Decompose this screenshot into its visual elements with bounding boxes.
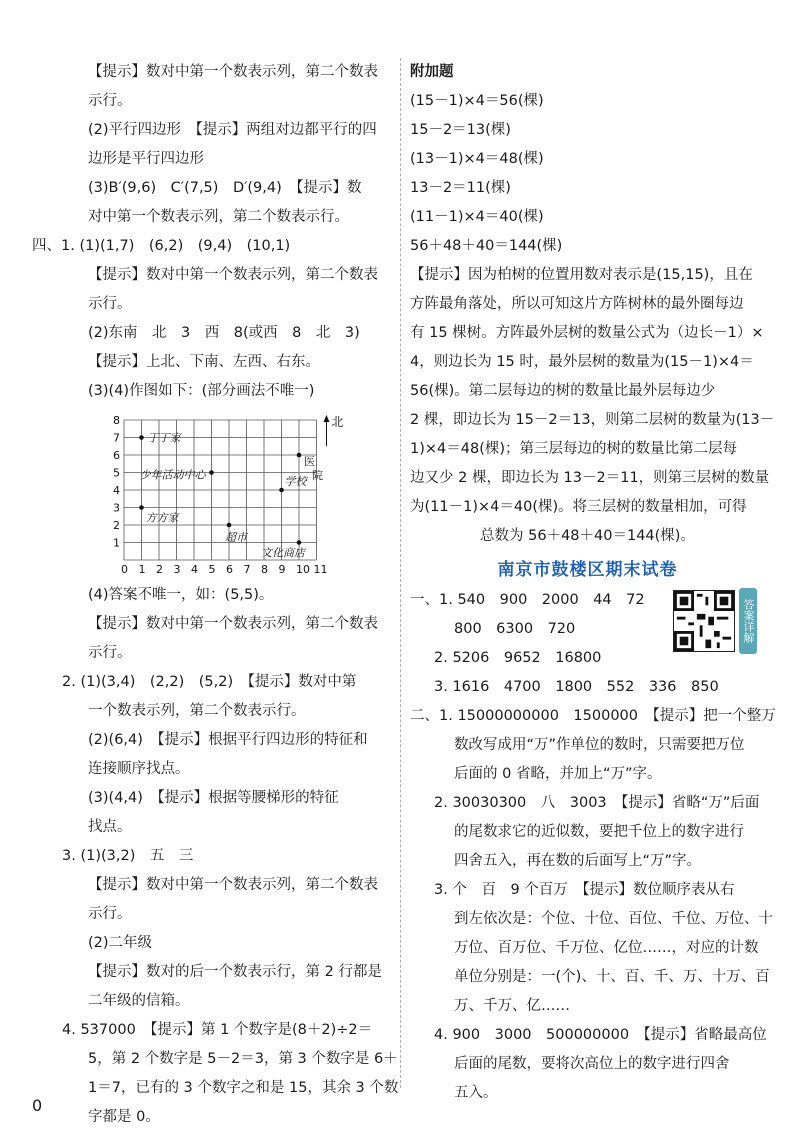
- y-tick-label: 8: [113, 414, 120, 427]
- section-one-q3: 3. 1616 4700 1800 552 336 850: [434, 679, 719, 695]
- hint-line: 四舍五入，再在数的后面写上“万”字。: [454, 853, 702, 869]
- x-tick-label: 2: [156, 563, 163, 576]
- extra-question-heading: 附加题: [410, 64, 454, 80]
- hint-line: 【提示】数对的后一个数表示行，第 2 行都是: [88, 964, 382, 980]
- calc-line: 56＋48＋40＝144(棵): [410, 238, 563, 254]
- coordinate-grid-chart: [102, 410, 392, 579]
- answer-detail-tag[interactable]: 答案详解: [739, 588, 757, 654]
- x-tick-label: 1: [138, 563, 146, 576]
- hint-line: 2 棵，即边长为 15－2＝13，则第二层树的数量为(13－: [410, 412, 775, 428]
- point-label: 方方家: [145, 511, 179, 525]
- point-label: 医: [304, 455, 315, 468]
- point-marker: [139, 435, 144, 440]
- answer-line: (3)B′(9,6) C′(7,5) D′(9,4) 【提示】数: [88, 180, 362, 196]
- hint-line: 示行。: [88, 645, 132, 661]
- x-tick-label: 4: [191, 563, 198, 576]
- section-two-q2: 2. 30030300 八 3003 【提示】省略“万”后面: [434, 795, 760, 811]
- hint-line: 示行。: [88, 906, 132, 922]
- left-column: [32, 58, 399, 1132]
- grid-svg: [102, 410, 344, 576]
- x-tick-label: 6: [226, 563, 233, 576]
- answer-line: 一个数表示列，第二个数表示行。: [88, 703, 306, 719]
- hint-line: 万位、百万位、千万位、亿位……，对应的计数: [454, 940, 759, 956]
- hint-line: 数改写成用“万”作单位的数时，只需要把万位: [454, 737, 745, 753]
- page-number: 0: [32, 1096, 43, 1115]
- answer-line: (4)答案不唯一，如：(5,5)。: [88, 587, 274, 603]
- x-tick-label: 7: [243, 563, 251, 576]
- calc-line: (15－1)×4＝56(棵): [410, 93, 544, 109]
- compass-label: 北: [331, 415, 344, 429]
- exam-title: 南京市鼓楼区期末试卷: [497, 560, 678, 580]
- section-two-q3: 3. 个 百 9 个百万 【提示】数位顺序表从右: [434, 882, 735, 898]
- question-4: 4. 537000 【提示】第 1 个数字是(8＋2)÷2＝: [62, 1022, 373, 1038]
- hint-line: 边又少 2 棵，即边长为 13－2＝11，则第三层树的数量: [410, 470, 770, 486]
- point-label: 文化商店: [261, 546, 305, 560]
- answer-line: (2)(6,4) 【提示】根据平行四边形的特征和: [88, 732, 368, 748]
- right-column: [410, 58, 776, 1108]
- hint-line: 到左依次是：个位、十位、百位、千位、万位、十: [454, 911, 773, 927]
- y-tick-label: 5: [113, 466, 120, 480]
- x-tick-label: 11: [313, 563, 328, 576]
- answer-line: 找点。: [88, 819, 132, 835]
- x-tick-label: 10: [296, 563, 310, 576]
- answer-line: (3)(4)作图如下：(部分画法不唯一): [88, 383, 315, 399]
- qr-code-block: [673, 583, 765, 659]
- hint-line: 万、千万、亿……: [454, 998, 570, 1014]
- x-tick-label: 8: [261, 563, 268, 576]
- answer-line: 连接顺序找点。: [88, 761, 190, 777]
- answer-line: 字都是 0。: [88, 1109, 160, 1125]
- answer-line: (2)东南 北 3 西 8(或西 8 北 3): [88, 325, 360, 341]
- hint-line: 后面的 0 省略，并加上“万”字。: [454, 766, 662, 782]
- answer-line: 800 6300 720: [454, 621, 576, 637]
- answer-line: 边形是平行四边形: [88, 151, 204, 167]
- y-tick-label: 1: [113, 536, 120, 550]
- point-marker: [209, 470, 214, 475]
- hint-line: 【提示】数对中第一个数表示列，第二个数表: [88, 64, 378, 80]
- hint-line: 【提示】数对中第一个数表示列，第二个数表: [88, 267, 378, 283]
- calc-line: (11－1)×4＝40(棵): [410, 209, 544, 225]
- point-marker: [279, 488, 284, 493]
- y-tick-label: 2: [113, 519, 120, 532]
- section-two-q4: 4. 900 3000 500000000 【提示】省略最高位: [434, 1027, 767, 1043]
- x-tick-label: 5: [208, 563, 216, 576]
- north-arrowhead-icon: [324, 415, 330, 422]
- hint-line: 【提示】数对中第一个数表示列，第二个数表: [88, 877, 378, 893]
- calc-line: 15－2＝13(棵): [410, 122, 511, 138]
- point-label: 丁丁家: [147, 431, 181, 445]
- point-marker: [227, 523, 232, 528]
- calc-line: (13－1)×4＝48(棵): [410, 151, 544, 167]
- question-2: 2. (1)(3,4) (2,2) (5,2) 【提示】数对中第: [62, 674, 357, 690]
- section-one-q2: 2. 5206 9652 16800: [434, 650, 602, 666]
- y-tick-label: 6: [113, 449, 120, 462]
- point-marker: [297, 540, 302, 545]
- section-one-q1: 一、1. 540 900 2000 44 72: [410, 592, 645, 608]
- hint-line: 【提示】数对中第一个数表示列，第二个数表: [88, 616, 378, 632]
- hint-line: 后面的尾数，要将次高位上的数字进行四舍: [454, 1056, 730, 1072]
- section-four-q1: 四、1. (1)(1,7) (6,2) (9,4) (10,1): [32, 238, 291, 254]
- point-label: 超市: [225, 531, 247, 544]
- answer-line: (2)二年级: [88, 935, 153, 951]
- hint-line: 二年级的信箱。: [88, 993, 190, 1009]
- x-tick-label: 9: [278, 563, 286, 576]
- hint-line: 4，则边长为 15 时，最外层树的数量为(15－1)×4＝: [410, 354, 754, 370]
- point-label: 少年活动中心: [139, 468, 206, 482]
- point-marker: [297, 453, 302, 458]
- x-tick-label: 3: [173, 563, 181, 576]
- calc-line: 13－2＝11(棵): [410, 180, 511, 196]
- answer-line: (3)(4,4) 【提示】根据等腰梯形的特征: [88, 790, 339, 806]
- hint-line: 五入。: [454, 1085, 498, 1101]
- answer-line: 对中第一个数表示列，第二个数表示行。: [88, 209, 349, 225]
- hint-line: 56(棵)。第二层每边的树的数量比最外层每边少: [410, 383, 716, 399]
- hint-line: 示行。: [88, 296, 132, 312]
- answer-line: 1＝7，已有的 3 个数字之和是 15，其余 3 个数: [88, 1080, 399, 1096]
- y-tick-label: 4: [113, 484, 120, 497]
- hint-line: 单位分别是：一(个)、十、百、千、万、十万、百: [454, 969, 770, 985]
- qr-code-icon: [673, 590, 735, 652]
- hint-line: 【提示】上北、下南、左西、右东。: [88, 354, 320, 370]
- question-3: 3. (1)(3,2) 五 三: [62, 848, 194, 864]
- point-marker: [139, 505, 144, 510]
- answer-line: 5，第 2 个数字是 5－2＝3，第 3 个数字是 6＋: [88, 1051, 398, 1067]
- x-tick-label: 0: [121, 563, 128, 576]
- point-label: 院: [312, 469, 323, 482]
- hint-line: 示行。: [88, 93, 132, 109]
- hint-line: 总数为 56＋48＋40＝144(棵)。: [480, 528, 695, 544]
- hint-line: 的尾数求它的近似数，要把千位上的数字进行: [454, 824, 744, 840]
- hint-line: 有 15 棵树。方阵最外层树的数量公式为（边长－1）×: [410, 325, 764, 341]
- y-tick-label: 7: [113, 431, 120, 445]
- answer-line: (2)平行四边形 【提示】两组对边都平行的四: [88, 122, 377, 138]
- section-two-q1: 二、1. 15000000000 1500000 【提示】把一个整万: [410, 708, 776, 724]
- hint-line: 为(11－1)×4＝40(棵)。将三层树的数量相加，可得: [410, 499, 747, 515]
- point-label: 学校: [284, 475, 307, 488]
- hint-line: 【提示】因为柏树的位置用数对表示是(15,15)，且在: [410, 267, 753, 283]
- hint-line: 1)×4＝48(棵)；第三层每边的树的数量比第二层每: [410, 441, 738, 457]
- hint-line: 方阵最角落处，所以可知这片方阵树林的最外圈每边: [410, 296, 744, 312]
- y-tick-label: 3: [113, 501, 120, 515]
- column-divider: [400, 58, 401, 1088]
